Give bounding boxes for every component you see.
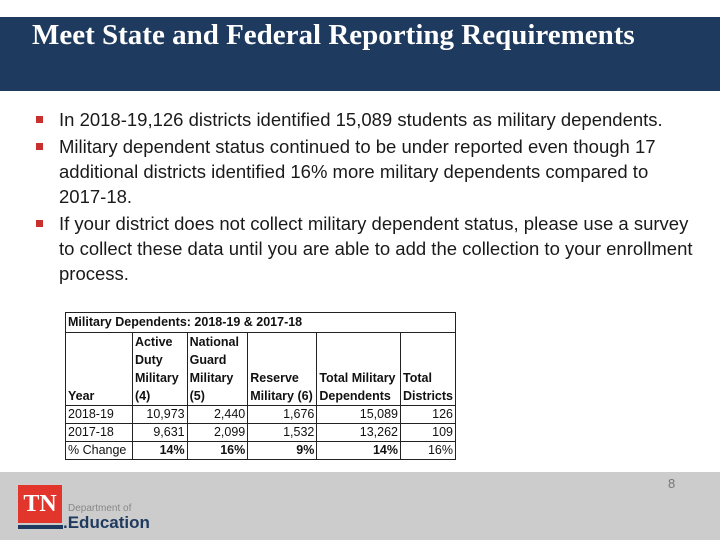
header-total-dependents: Total Military Dependents xyxy=(317,333,401,406)
bullet-list xyxy=(36,107,696,288)
footer xyxy=(0,472,720,540)
header-year: Year xyxy=(66,333,133,406)
logo-education-text: .Education xyxy=(63,513,150,532)
square-bullet-icon xyxy=(36,220,43,227)
square-bullet-icon xyxy=(36,143,43,150)
logo-department-text: Department of xyxy=(68,503,132,514)
header-total-districts: Total Districts xyxy=(400,333,455,406)
header-national-guard: National Guard Military (5) xyxy=(187,333,248,406)
square-bullet-icon xyxy=(36,116,43,123)
page-number: 8 xyxy=(668,476,676,491)
header-reserve: Reserve Military (6) xyxy=(248,333,317,406)
logo-underline xyxy=(18,525,63,529)
bullet-item: If your district does not collect military dependent status, please use a survey to collect these data until you are able to add the collection to your enrollment process. xyxy=(36,211,696,286)
bullet-item: In 2018-19,126 districts identified 15,089 students as military dependents. xyxy=(36,107,696,132)
title-bar xyxy=(0,17,720,91)
table-row: % Change 14% 16% 9% 14% 16% xyxy=(66,442,456,460)
table-row: 2017-18 9,631 2,099 1,532 13,262 109 xyxy=(66,424,456,442)
slide-title: Meet State and Federal Reporting Requirements xyxy=(32,19,635,51)
military-dependents-table xyxy=(65,312,456,460)
table-row: 2018-19 10,973 2,440 1,676 15,089 126 xyxy=(66,406,456,424)
table-caption: Military Dependents: 2018-19 & 2017-18 xyxy=(66,313,456,333)
header-active-duty: Active Duty Military (4) xyxy=(132,333,187,406)
bullet-item: Military dependent status continued to be under reported even though 17 additional districts identified 16% more military dependents compared to 2017-18. xyxy=(36,134,696,209)
tn-logo-icon: TN xyxy=(18,485,62,523)
